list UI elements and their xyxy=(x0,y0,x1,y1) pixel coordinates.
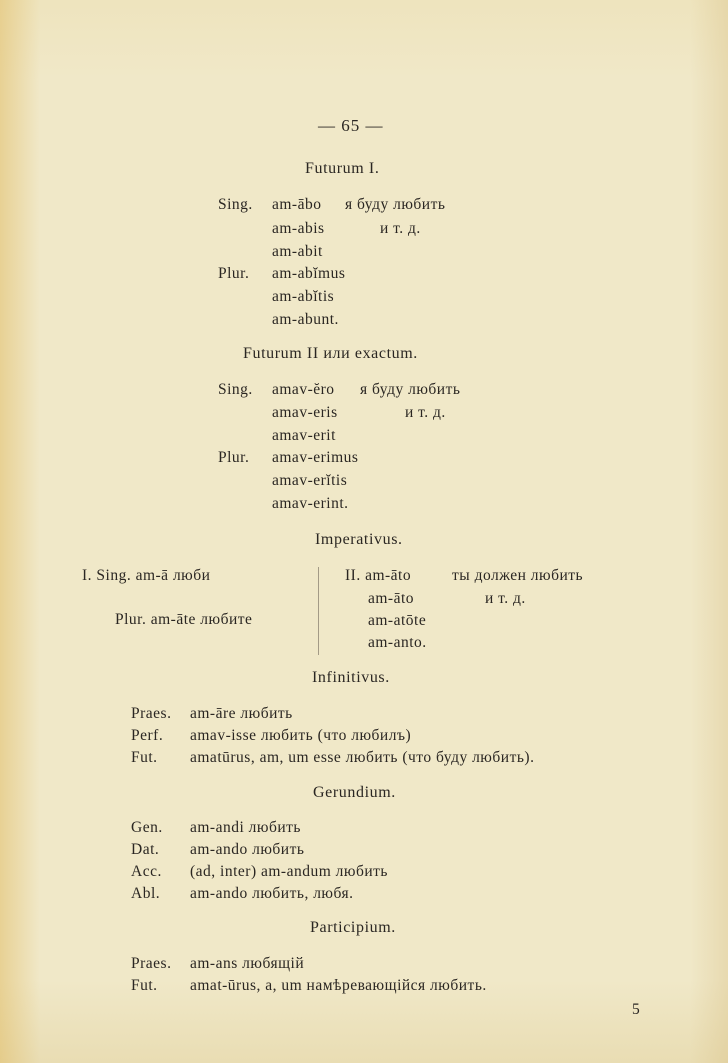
imperativus-plur: Plur. am-āte любите xyxy=(115,611,253,628)
futurum2-form-3: amav-erit xyxy=(272,427,336,444)
gerundium-label-gen: Gen. xyxy=(131,819,163,836)
participium-text-fut: amat-ūrus, a, um намѣревающійся любить. xyxy=(190,977,487,994)
infinitivus-text-praes: am-āre любить xyxy=(190,705,293,722)
participium-heading: Participium. xyxy=(310,919,396,936)
gerundium-label-acc: Acc. xyxy=(131,863,162,880)
imperativus-ii-form-4: am-anto. xyxy=(368,634,427,651)
infinitivus-heading: Infinitivus. xyxy=(312,669,390,686)
participium-text-praes: am-ans любящій xyxy=(190,955,305,972)
infinitivus-label-fut: Fut. xyxy=(131,749,158,766)
participium-label-fut: Fut. xyxy=(131,977,158,994)
imperativus-ii-form-1: II. am-āto xyxy=(345,567,412,584)
futurum1-heading: Futurum I. xyxy=(305,160,380,177)
gerundium-label-dat: Dat. xyxy=(131,841,160,858)
futurum2-form-5: amav-erĭtis xyxy=(272,472,348,489)
gerundium-text-abl: am-ando любить, любя. xyxy=(190,885,354,902)
imperativus-heading: Imperativus. xyxy=(315,531,403,548)
page-number: — 65 — xyxy=(318,116,384,135)
infinitivus-label-praes: Praes. xyxy=(131,705,172,722)
futurum2-label-plur: Plur. xyxy=(218,449,250,466)
infinitivus-text-fut: amatūrus, am, um esse любить (что буду любить). xyxy=(190,749,535,766)
futurum2-meaning-1: я буду любить xyxy=(360,381,461,398)
futurum1-meaning-2: и т. д. xyxy=(380,220,421,237)
imperativus-sing: I. Sing. am-ā люби xyxy=(82,567,211,584)
futurum2-meaning-2: и т. д. xyxy=(405,404,446,421)
futurum1-meaning-1: я буду любить xyxy=(345,196,446,213)
imperativus-ii-form-3: am-atōte xyxy=(368,612,427,629)
futurum1-form-5: am-abĭtis xyxy=(272,288,335,305)
futurum1-form-4: am-abĭmus xyxy=(272,265,346,282)
futurum1-form-3: am-abit xyxy=(272,243,323,260)
participium-label-praes: Praes. xyxy=(131,955,172,972)
signature-mark: 5 xyxy=(632,1001,641,1018)
imperativus-ii-meaning-1: ты должен любить xyxy=(452,567,584,584)
infinitivus-text-perf: amav-isse любить (что любилъ) xyxy=(190,727,412,744)
futurum1-label-sing: Sing. xyxy=(218,196,253,213)
futurum2-form-6: amav-erint. xyxy=(272,495,349,512)
gerundium-label-abl: Abl. xyxy=(131,885,161,902)
infinitivus-label-perf: Perf. xyxy=(131,727,164,744)
futurum1-form-6: am-abunt. xyxy=(272,311,339,328)
imperativus-ii-meaning-2: и т. д. xyxy=(485,590,526,607)
futurum1-form-2: am-abis xyxy=(272,220,325,237)
gerundium-text-gen: am-andi любить xyxy=(190,819,301,836)
imperativus-ii-form-2: am-āto xyxy=(368,590,415,607)
futurum2-form-4: amav-erimus xyxy=(272,449,359,466)
futurum2-form-2: amav-eris xyxy=(272,404,338,421)
gerundium-text-dat: am-ando любить xyxy=(190,841,305,858)
futurum1-label-plur: Plur. xyxy=(218,265,250,282)
futurum2-form-1: amav-ĕro xyxy=(272,381,335,398)
column-divider xyxy=(318,567,319,655)
gerundium-heading: Gerundium. xyxy=(313,784,396,801)
futurum1-form-1: am-ābo xyxy=(272,196,322,213)
gerundium-text-acc: (ad, inter) am-andum любить xyxy=(190,863,388,880)
futurum2-heading: Futurum II или exactum. xyxy=(243,345,418,362)
futurum2-label-sing: Sing. xyxy=(218,381,253,398)
